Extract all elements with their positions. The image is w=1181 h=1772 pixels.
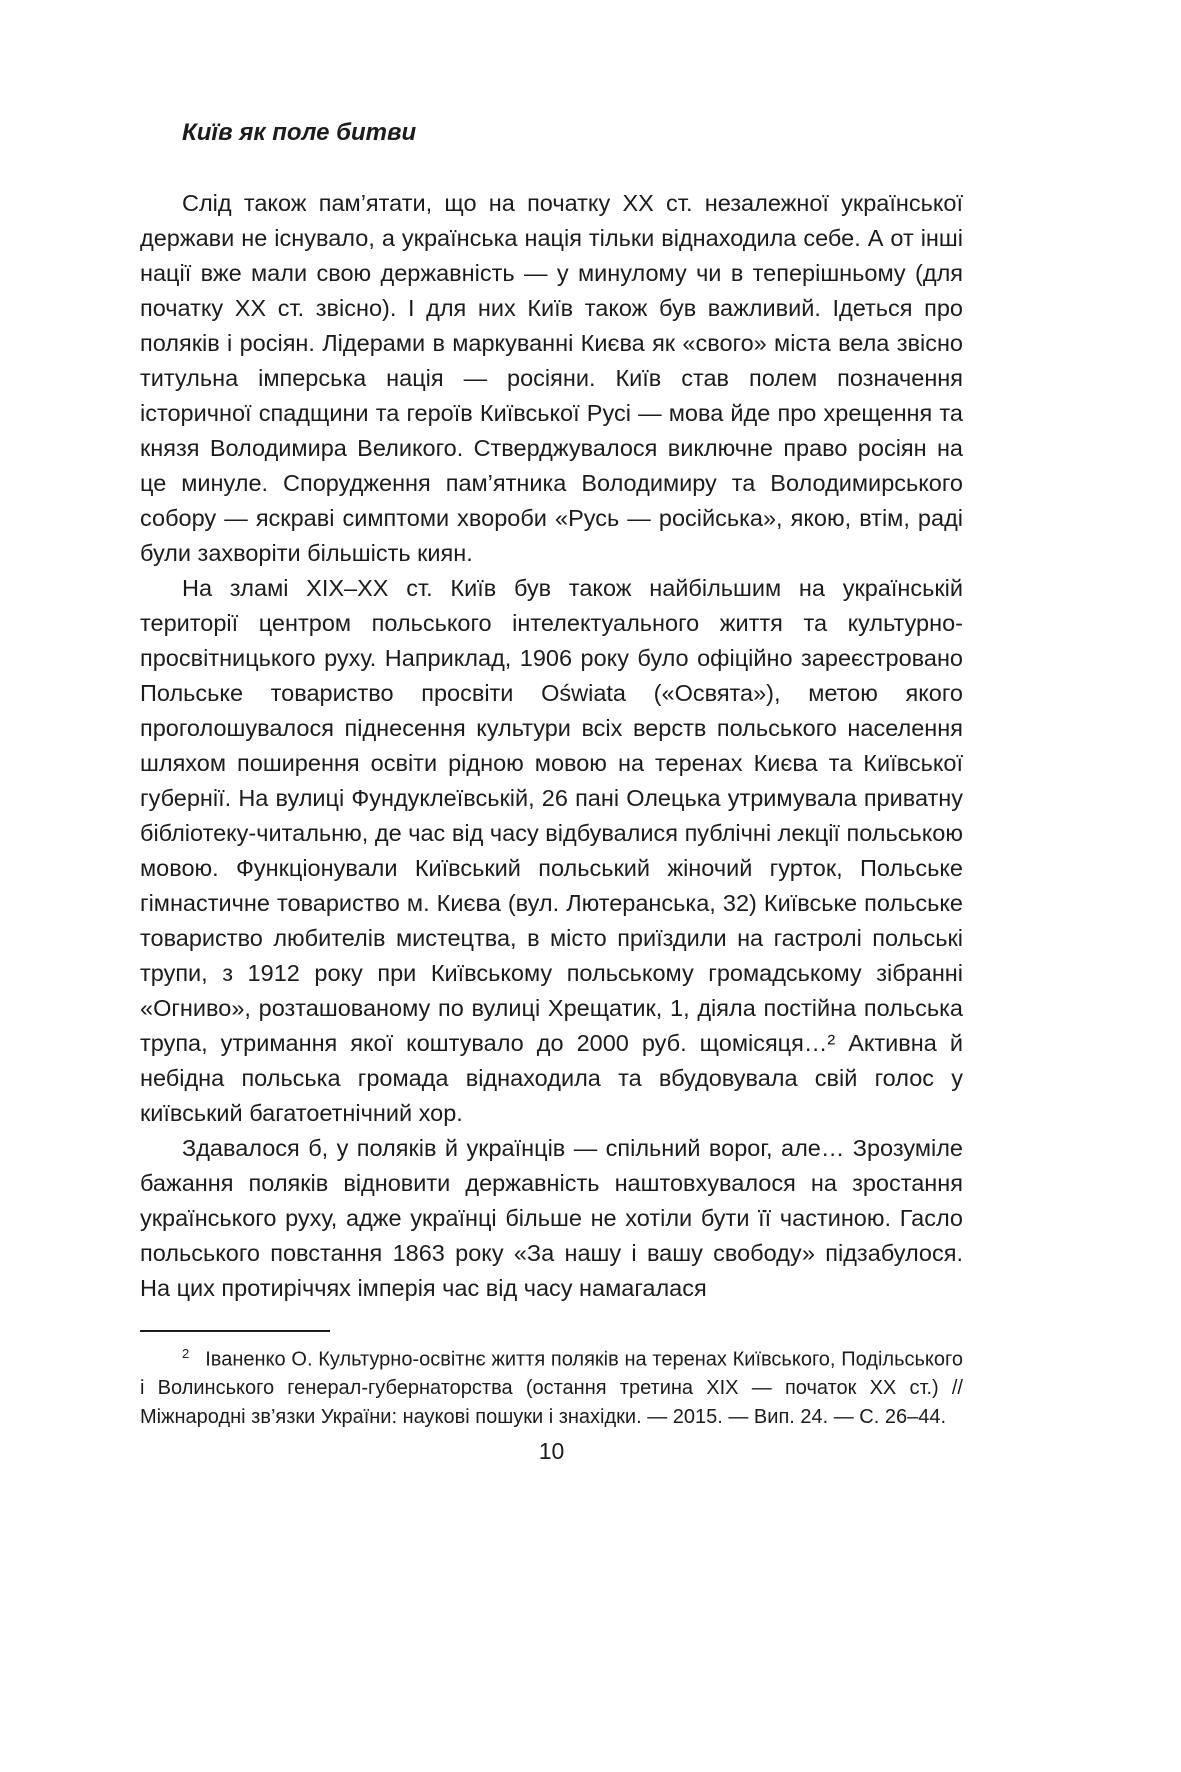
footnote: [140, 1340, 963, 1431]
body-paragraph: На зламі ХІХ–ХХ ст. Київ був також найбільшим на українській території центром польського інтелектуального життя та культурно-просвітницького руху. Наприклад, 1906 року було офіційно зареєстровано Польське товариство просвіти Oświata («Освята»), метою якого проголошувалося піднесення культури всіх верств польського населення шляхом поширення освіти рідною мовою на теренах Києва та Київської губернії. На вулиці Фундуклеївській, 26 пані Олецька утримувала приватну бібліотеку-читальню, де час від часу відбувалися публічні лекції польською мовою. Функціонували Київський польський жіночий гурток, Польське гімнастичне товариство м. Києва (вул. Лютеранська, 32) Київське польське товариство любителів мистецтва, в місто приїздили на гастролі польські трупи, з 1912 року при Київському польському громадському зібранні «Огниво», розташованому по вулиці Хрещатик, 1, діяла постійна польська трупа, утримання якої коштувало до 2000 руб. щомісяця…² Активна й небідна польська громада віднаходила та вбудовувала свій голос у київський багатоетнічний хор.: [140, 575, 963, 1126]
section-heading: Київ як поле битви: [182, 119, 417, 146]
body-text: [140, 186, 963, 1306]
footnote-marker: 2: [182, 1346, 190, 1361]
footnote-text: Іваненко О. Культурно-освітнє життя поляків на теренах Київського, Подільського і Волинського генерал-губернаторства (остання третина ХІХ — початок ХХ ст.) // Міжнародні зв’язки України: наукові пошуки і знахідки. — 2015. — Вип. 24. — С. 26–44.: [140, 1348, 963, 1428]
body-paragraph: Здавалося б, у поляків й українців — спільний ворог, але… Зрозуміле бажання поляків відновити державність наштовхувалося на зростання українського руху, адже українці більше не хотіли бути її частиною. Гасло польського повстання 1863 року «За нашу і вашу свободу» підзабулося. На цих протиріччях імперія час від часу намагалася: [140, 1135, 963, 1301]
page-number: 10: [538, 1438, 565, 1464]
body-paragraph: Слід також пам’ятати, що на початку ХХ ст. незалежної української держави не існувало, а українська нація тільки віднаходила себе. А от інші нації вже мали свою державність — у минулому чи в теперішньому (для початку ХХ ст. звісно). І для них Київ також був важливий. Ідеться про поляків і росіян. Лідерами в маркуванні Києва як «свого» міста вела звісно титульна імперська нація — росіяни. Київ став полем позначення історичної спадщини та героїв Київської Русі — мова йде про хрещення та князя Володимира Великого. Стверджувалося виключне право росіян на це минуле. Спорудження пам’ятника Володимиру та Володимирського собору — яскраві симптоми хвороби «Русь — російська», якою, втім, раді були захворіти більшість киян.: [140, 190, 963, 566]
footnote-separator-rule: [140, 1330, 330, 1332]
text-block: [140, 118, 963, 1431]
footnote-block: [140, 1330, 963, 1431]
